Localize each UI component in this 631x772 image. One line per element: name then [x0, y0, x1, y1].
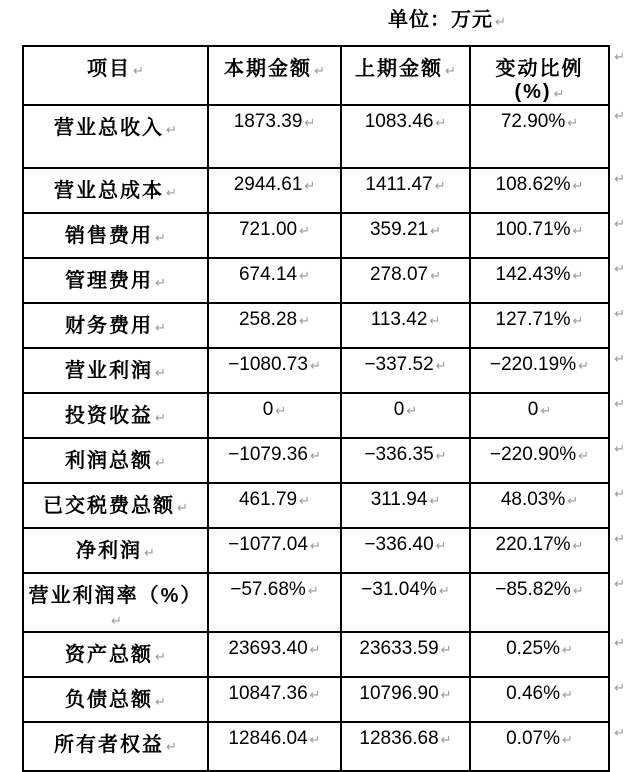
cell-end-mark-icon: ↵ [299, 314, 311, 329]
cell-previous[interactable]: 0 ↵ [341, 393, 470, 438]
cell-previous[interactable]: 311.94 ↵ [341, 483, 470, 528]
cell-current[interactable]: 461.79 ↵ [208, 483, 341, 528]
cell-item[interactable]: 营业总收入 ↵ [23, 105, 208, 168]
cell-end-mark-icon: ↵ [430, 269, 442, 284]
cell-end-mark-icon: ↵ [440, 643, 452, 658]
cell-end-mark-icon: ↵ [540, 404, 552, 419]
row-end-mark-icon: ↵ [614, 109, 625, 124]
row-end-mark-icon: ↵ [614, 307, 625, 322]
cell-end-mark-icon: ↵ [440, 688, 452, 703]
cell-end-mark-icon: ↵ [299, 269, 311, 284]
cell-end-mark-icon: ↵ [440, 733, 452, 748]
header-previous[interactable]: 上期金额 ↵ [341, 46, 470, 105]
cell-end-mark-icon: ↵ [438, 584, 450, 599]
cell-change[interactable]: 127.71% ↵ ↵ [470, 303, 609, 348]
cell-previous[interactable]: 1411.47 ↵ [341, 168, 470, 213]
cell-end-mark-icon: ↵ [299, 494, 311, 509]
cell-end-mark-icon: ↵ [309, 539, 321, 554]
row-end-mark-icon: ↵ [614, 217, 625, 232]
cell-current[interactable]: −1077.04 ↵ [208, 528, 341, 573]
cell-item[interactable]: 所有者权益 ↵ [23, 722, 208, 771]
cell-end-mark-icon: ↵ [155, 411, 166, 426]
cell-item[interactable]: 营业利润率（%）↵ [23, 573, 208, 632]
cell-previous[interactable]: 278.07 ↵ [341, 258, 470, 303]
cell-end-mark-icon: ↵ [572, 584, 584, 599]
table-row [23, 348, 609, 393]
cell-change[interactable]: 72.90% ↵ ↵ [470, 105, 609, 168]
row-end-mark-icon: ↵ [614, 681, 625, 696]
table-row [23, 105, 609, 168]
cell-end-mark-icon: ↵ [309, 449, 321, 464]
cell-item[interactable]: 营业利润 ↵ [23, 348, 208, 393]
cell-previous[interactable]: 359.21 ↵ [341, 213, 470, 258]
cell-end-mark-icon: ↵ [133, 64, 144, 79]
cell-change[interactable]: 100.71% ↵ ↵ [470, 213, 609, 258]
cell-end-mark-icon: ↵ [309, 688, 321, 703]
cell-end-mark-icon: ↵ [567, 116, 579, 131]
cell-current[interactable]: 258.28 ↵ [208, 303, 341, 348]
cell-end-mark-icon: ↵ [572, 269, 584, 284]
cell-end-mark-icon: ↵ [430, 224, 442, 239]
cell-item[interactable]: 净利润 ↵ [23, 528, 208, 573]
row-end-mark-icon: ↵ [614, 636, 625, 651]
cell-item[interactable]: 营业总成本 ↵ [23, 168, 208, 213]
table-row [23, 483, 609, 528]
cell-end-mark-icon: ↵ [155, 695, 166, 710]
row-end-mark-icon: ↵ [614, 352, 625, 367]
cell-change[interactable]: −85.82% ↵ ↵ [470, 573, 609, 632]
cell-end-mark-icon: ↵ [299, 224, 311, 239]
cell-end-mark-icon: ↵ [435, 359, 447, 374]
cell-end-mark-icon: ↵ [155, 650, 166, 665]
unit-label-line [388, 3, 506, 32]
cell-end-mark-icon: ↵ [561, 688, 573, 703]
cell-item[interactable]: 销售费用 ↵ [23, 213, 208, 258]
cell-end-mark-icon: ↵ [309, 643, 321, 658]
cell-previous[interactable]: 10796.90 ↵ [341, 677, 470, 722]
table-row [23, 168, 609, 213]
cell-item[interactable]: 投资收益 ↵ [23, 393, 208, 438]
cell-change[interactable]: 108.62% ↵ ↵ [470, 168, 609, 213]
cell-end-mark-icon: ↵ [304, 116, 316, 131]
cell-current[interactable]: 674.14 ↵ [208, 258, 341, 303]
cell-end-mark-icon: ↵ [561, 643, 573, 658]
cell-current[interactable]: 1873.39 ↵ [208, 105, 341, 168]
cell-end-mark-icon: ↵ [155, 366, 166, 381]
table-row [23, 632, 609, 677]
row-end-mark-icon: ↵ [614, 532, 625, 547]
row-end-mark-icon: ↵ [614, 442, 625, 457]
cell-change[interactable]: 0.07% ↵ ↵ [470, 722, 609, 771]
cell-current[interactable]: −57.68% ↵ [208, 573, 341, 632]
cell-end-mark-icon: ↵ [434, 179, 446, 194]
cell-item[interactable]: 管理费用 ↵ [23, 258, 208, 303]
cell-end-mark-icon: ↵ [572, 539, 584, 554]
cell-end-mark-icon: ↵ [314, 64, 325, 79]
cell-item[interactable]: 资产总额 ↵ [23, 632, 208, 677]
row-end-mark-icon: ↵ [614, 726, 625, 741]
cell-current[interactable]: 721.00 ↵ [208, 213, 341, 258]
cell-previous[interactable]: −336.40 ↵ [341, 528, 470, 573]
header-change[interactable]: 变动比例(%) ↵ ↵ [470, 46, 609, 105]
cell-end-mark-icon: ↵ [445, 64, 456, 79]
cell-end-mark-icon: ↵ [111, 614, 122, 629]
row-end-mark-icon: ↵ [614, 50, 625, 65]
cell-end-mark-icon: ↵ [435, 116, 447, 131]
cell-current[interactable]: 10847.36 ↵ [208, 677, 341, 722]
row-end-mark-icon: ↵ [614, 487, 625, 502]
row-end-mark-icon: ↵ [614, 262, 625, 277]
cell-end-mark-icon: ↵ [155, 231, 166, 246]
cell-end-mark-icon: ↵ [406, 404, 418, 419]
header-current[interactable]: 本期金额 ↵ [208, 46, 341, 105]
cell-end-mark-icon: ↵ [429, 314, 441, 329]
cell-end-mark-icon: ↵ [166, 740, 177, 755]
cell-end-mark-icon: ↵ [567, 494, 579, 509]
cell-end-mark-icon: ↵ [275, 404, 287, 419]
row-end-mark-icon: ↵ [614, 577, 625, 592]
cell-previous[interactable]: −31.04% ↵ [341, 573, 470, 632]
cell-end-mark-icon: ↵ [435, 539, 447, 554]
cell-end-mark-icon: ↵ [553, 87, 565, 102]
cell-end-mark-icon: ↵ [309, 733, 321, 748]
cell-item[interactable]: 负债总额 ↵ [23, 677, 208, 722]
cell-current[interactable]: −1079.36 ↵ [208, 438, 341, 483]
cell-end-mark-icon: ↵ [572, 224, 584, 239]
financial-table [22, 45, 625, 772]
row-end-mark-icon: ↵ [614, 397, 625, 412]
cell-end-mark-icon: ↵ [166, 123, 177, 138]
cell-end-mark-icon: ↵ [578, 449, 589, 464]
cell-previous[interactable]: 113.42 ↵ [341, 303, 470, 348]
table-header-row [23, 46, 609, 105]
table-row [23, 258, 609, 303]
cell-current[interactable]: 2944.61 ↵ [208, 168, 341, 213]
table-row [23, 573, 609, 632]
cell-end-mark-icon: ↵ [144, 546, 155, 561]
cell-item[interactable]: 财务费用 ↵ [23, 303, 208, 348]
cell-previous[interactable]: −337.52 ↵ [341, 348, 470, 393]
table-row [23, 213, 609, 258]
cell-previous[interactable]: 23633.59 ↵ [341, 632, 470, 677]
paragraph-mark-icon: ↵ [495, 15, 506, 30]
cell-current[interactable]: 12846.04 ↵ [208, 722, 341, 771]
cell-end-mark-icon: ↵ [307, 584, 319, 599]
cell-current[interactable]: 0 ↵ [208, 393, 341, 438]
unit-label: 单位：万元 [388, 9, 493, 31]
cell-change[interactable]: −220.90% ↵ ↵ [470, 438, 609, 483]
cell-end-mark-icon: ↵ [155, 321, 166, 336]
cell-previous[interactable]: −336.35 ↵ [341, 438, 470, 483]
table-row [23, 677, 609, 722]
table-row [23, 528, 609, 573]
cell-end-mark-icon: ↵ [429, 494, 441, 509]
header-item[interactable]: 项目 ↵ [23, 46, 208, 105]
cell-change[interactable]: 0.25% ↵ ↵ [470, 632, 609, 677]
cell-end-mark-icon: ↵ [177, 501, 188, 516]
cell-end-mark-icon: ↵ [578, 359, 589, 374]
cell-end-mark-icon: ↵ [435, 449, 447, 464]
cell-current[interactable]: 23693.40 ↵ [208, 632, 341, 677]
cell-change[interactable]: 48.03% ↵ ↵ [470, 483, 609, 528]
cell-end-mark-icon: ↵ [572, 314, 584, 329]
cell-change[interactable]: 0 ↵ ↵ [470, 393, 609, 438]
cell-end-mark-icon: ↵ [304, 179, 316, 194]
cell-previous[interactable]: 12836.68 ↵ [341, 722, 470, 771]
cell-previous[interactable]: 1083.46 ↵ [341, 105, 470, 168]
table-row [23, 438, 609, 483]
table-row [23, 303, 609, 348]
cell-current[interactable]: −1080.73 ↵ [208, 348, 341, 393]
cell-change[interactable]: 0.46% ↵ ↵ [470, 677, 609, 722]
cell-item[interactable]: 利润总额 ↵ [23, 438, 208, 483]
cell-end-mark-icon: ↵ [155, 276, 166, 291]
cell-item[interactable]: 已交税费总额 ↵ [23, 483, 208, 528]
cell-end-mark-icon: ↵ [309, 359, 321, 374]
cell-end-mark-icon: ↵ [561, 733, 573, 748]
table-row [23, 393, 609, 438]
cell-change[interactable]: 142.43% ↵ ↵ [470, 258, 609, 303]
cell-change[interactable]: 220.17% ↵ ↵ [470, 528, 609, 573]
cell-end-mark-icon: ↵ [572, 179, 584, 194]
cell-change[interactable]: −220.19% ↵ ↵ [470, 348, 609, 393]
cell-end-mark-icon: ↵ [166, 186, 177, 201]
cell-end-mark-icon: ↵ [155, 456, 166, 471]
row-end-mark-icon: ↵ [614, 172, 625, 187]
